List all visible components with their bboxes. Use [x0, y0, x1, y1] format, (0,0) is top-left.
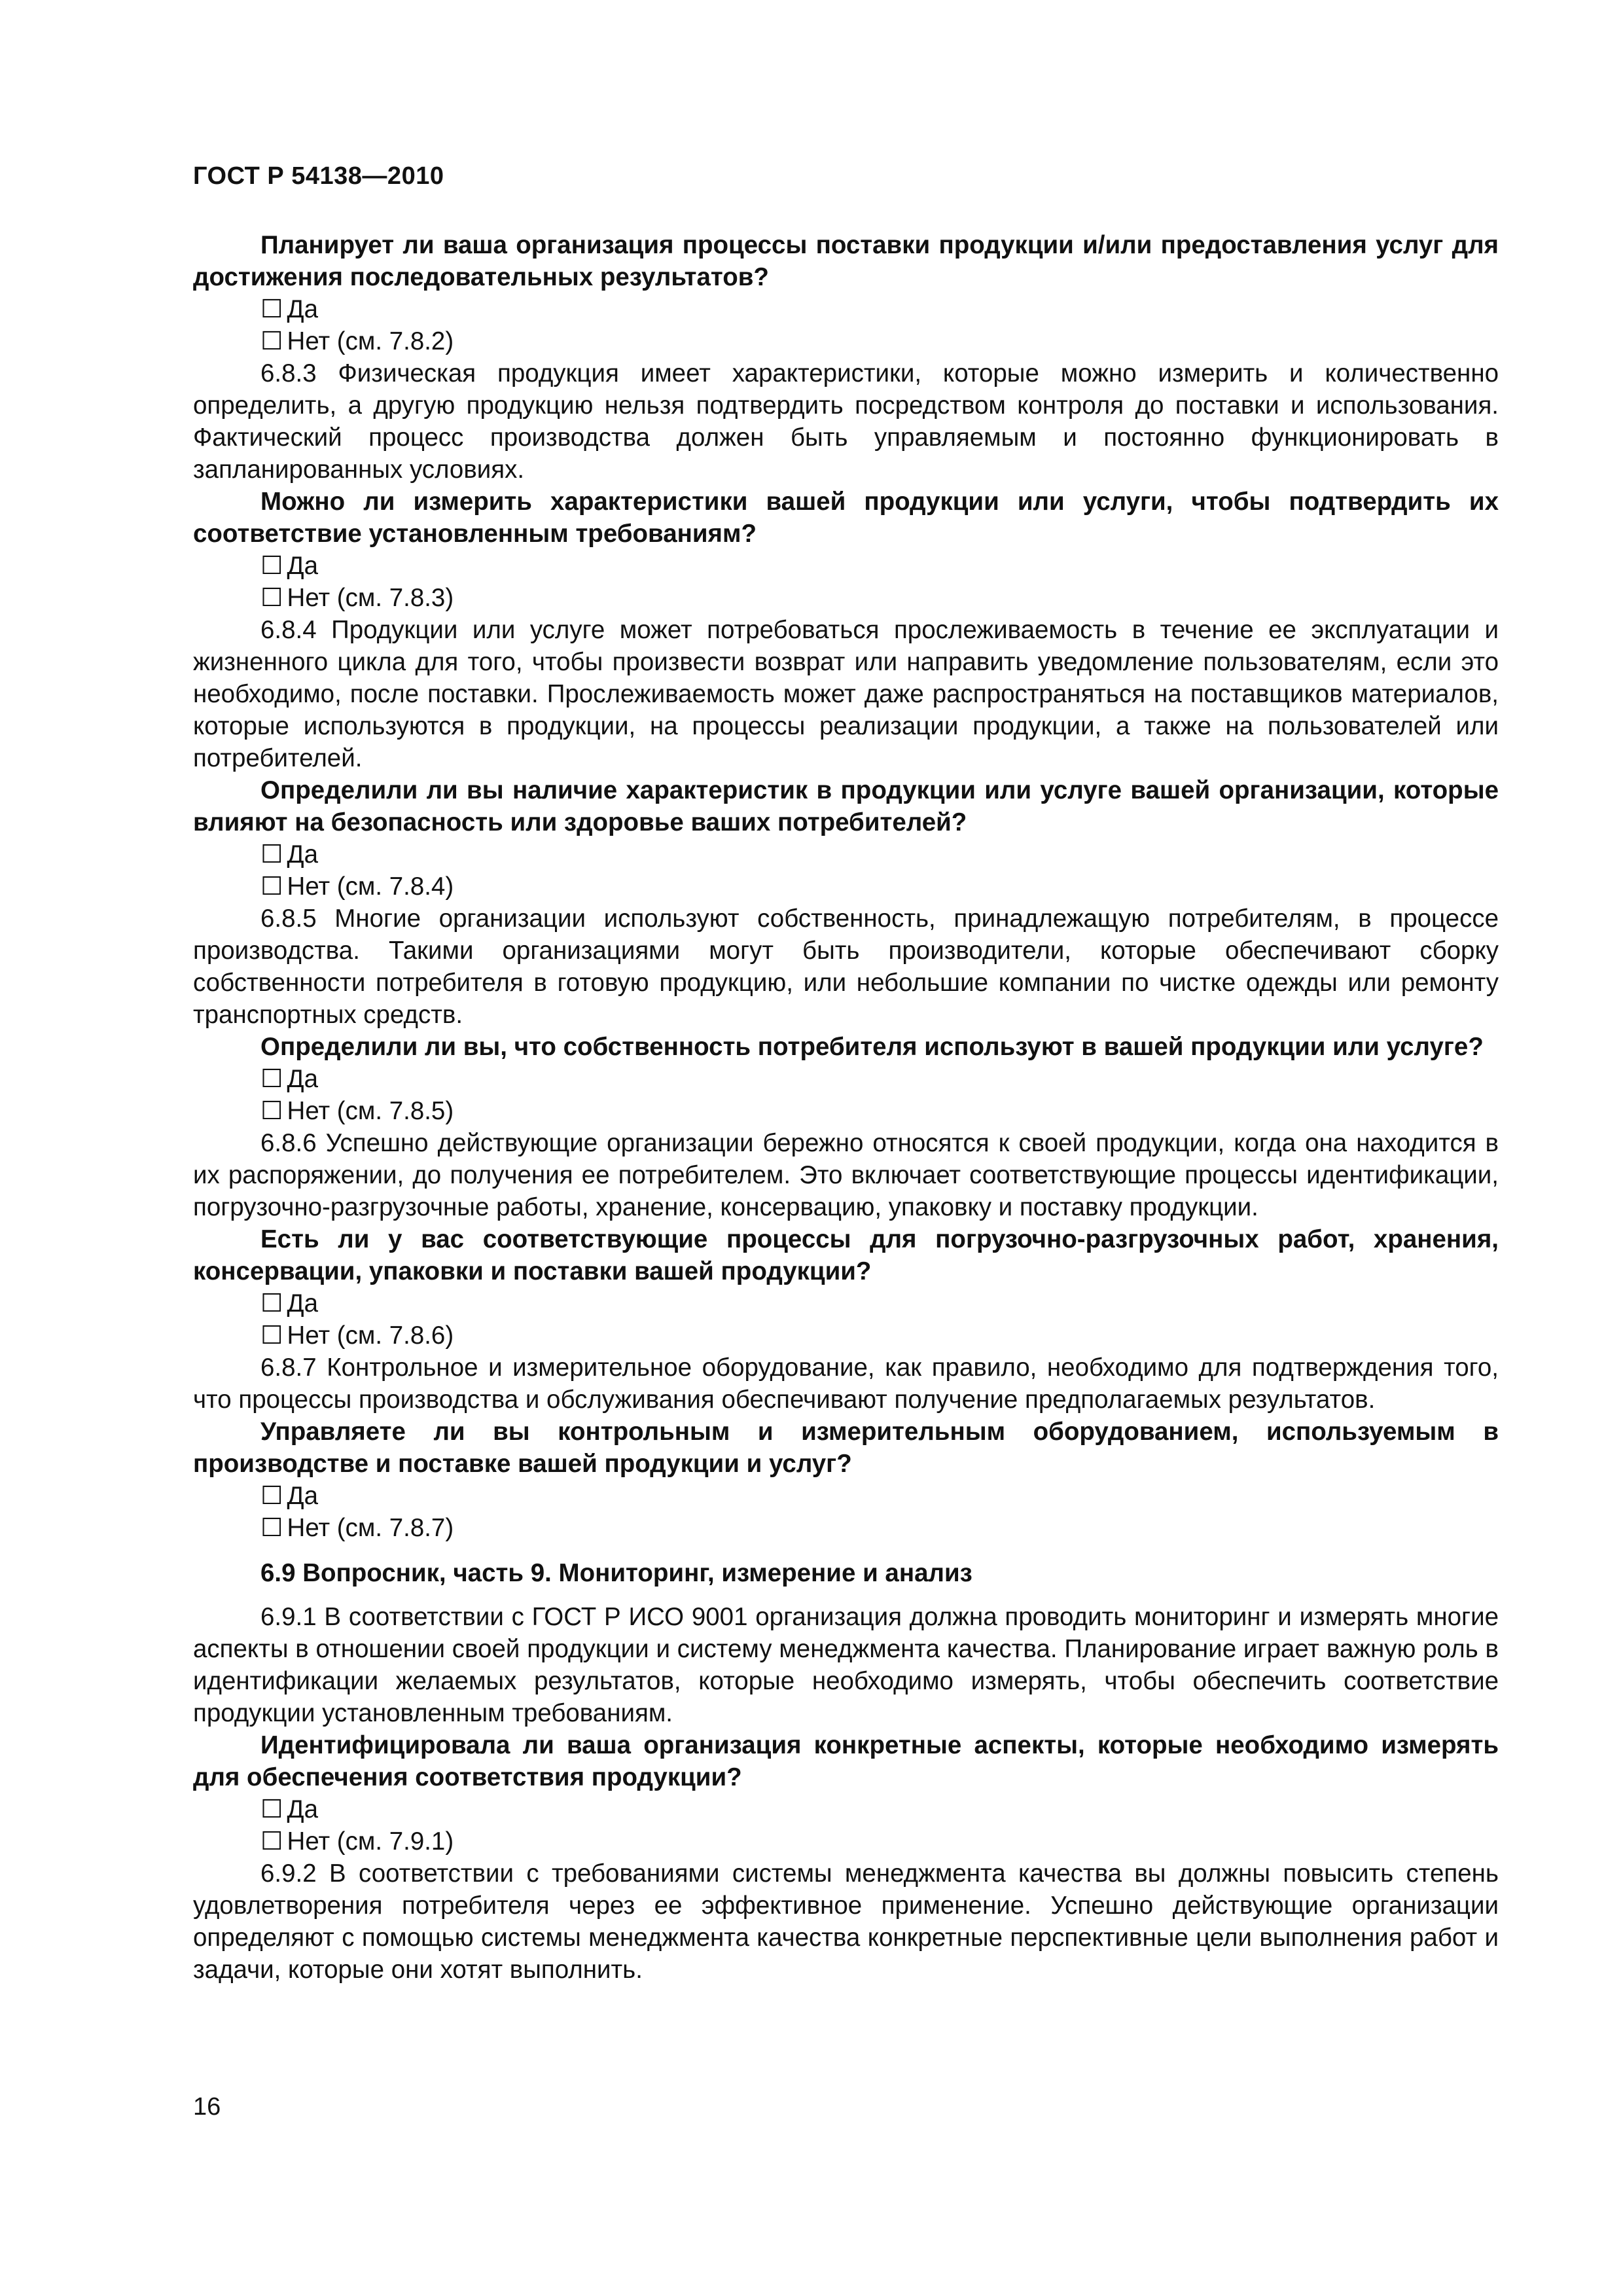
answer-option-label: Нет (см. 7.8.7) — [287, 1514, 454, 1542]
answer-option — [193, 582, 1499, 614]
answer-option — [193, 1095, 1499, 1127]
paragraph: 6.8.3 Физическая продукция имеет характеристики, которые можно измерить и количественно определить, а другую продукцию нельзя подтвердить посредством контроля до поставки и использования. Фактический процесс производства должен быть управляемым и постоянно функционировать в запланированных условиях. — [193, 359, 1499, 484]
question: Можно ли измерить характеристики вашей продукции или услуги, чтобы подтвердить их соответствие установленным требованиям? — [193, 488, 1499, 548]
document-id: ГОСТ Р 54138—2010 — [193, 162, 444, 190]
checkbox-icon: ☐ — [260, 295, 283, 323]
checkbox-icon: ☐ — [260, 1482, 283, 1510]
answer-option — [193, 1793, 1499, 1825]
answer-option — [193, 1063, 1499, 1095]
checkbox-icon: ☐ — [260, 1827, 283, 1856]
document-header — [193, 162, 444, 190]
answer-option-label: Нет (см. 7.8.4) — [287, 872, 454, 901]
answer-option-label: Нет (см. 7.8.2) — [287, 327, 454, 355]
checkbox-icon: ☐ — [260, 552, 283, 580]
answer-option-label: Нет (см. 7.9.1) — [287, 1827, 454, 1856]
checkbox-icon: ☐ — [260, 1289, 283, 1318]
answer-option — [193, 1480, 1499, 1512]
document-body — [193, 229, 1499, 1986]
question: Идентифицировала ли ваша организация конкретные аспекты, которые необходимо измерять для обеспечения соответствия продукции? — [193, 1731, 1499, 1791]
checkbox-icon: ☐ — [260, 1065, 283, 1093]
answer-option-label: Нет (см. 7.8.5) — [287, 1097, 454, 1125]
answer-option-label: Да — [287, 1289, 319, 1318]
answer-option-label: Да — [287, 1065, 319, 1093]
page-number: 16 — [193, 2093, 221, 2121]
question: Управляете ли вы контрольным и измерительным оборудованием, используемым в производстве и поставке вашей продукции и услуг? — [193, 1418, 1499, 1478]
checkbox-icon: ☐ — [260, 840, 283, 869]
answer-option-label: Да — [287, 295, 319, 323]
answer-option — [193, 1319, 1499, 1352]
answer-option — [193, 1512, 1499, 1544]
checkbox-icon: ☐ — [260, 1795, 283, 1823]
answer-option — [193, 1825, 1499, 1857]
answer-option-label: Да — [287, 1795, 319, 1823]
checkbox-icon: ☐ — [260, 1321, 283, 1350]
answer-option — [193, 1287, 1499, 1319]
question: Определили ли вы, что собственность потребителя используют в вашей продукции или услуге? — [260, 1033, 1484, 1061]
paragraph: 6.9.1 В соответствии с ГОСТ Р ИСО 9001 организация должна проводить мониторинг и измерять многие аспекты в отношении своей продукции и систему менеджмента качества. Планирование играет важную роль в идентификации желаемых результатов, которые необходимо измерять, чтобы обеспечить соответствие продукции установленным требованиям. — [193, 1603, 1499, 1727]
checkbox-icon: ☐ — [260, 584, 283, 612]
answer-option-label: Нет (см. 7.8.6) — [287, 1321, 454, 1350]
question: Есть ли у вас соответствующие процессы для погрузочно-разгрузочных работ, хранения, консервации, упаковки и поставки вашей продукции? — [193, 1225, 1499, 1285]
checkbox-icon: ☐ — [260, 1514, 283, 1542]
paragraph: 6.8.5 Многие организации используют собственность, принадлежащую потребителям, в процессе производства. Такими организациями могут быть производители, которые обеспечивают сборку собственности потребителя в готовую продукцию, или небольшие компании по чистке одежды или ремонту транспортных средств. — [193, 905, 1499, 1029]
paragraph: 6.9.2 В соответствии с требованиями системы менеджмента качества вы должны повысить степень удовлетворения потребителя через ее эффективное применение. Успешно действующие организации определяют с помощью системы менеджмента качества конкретные перспективные цели выполнения работ и задачи, которые они хотят выполнить. — [193, 1859, 1499, 1984]
answer-option-label: Нет (см. 7.8.3) — [287, 584, 454, 612]
answer-option-label: Да — [287, 840, 319, 869]
checkbox-icon: ☐ — [260, 327, 283, 355]
answer-option-label: Да — [287, 1482, 319, 1510]
answer-option-label: Да — [287, 552, 319, 580]
answer-option — [193, 293, 1499, 325]
answer-option — [193, 838, 1499, 870]
paragraph: 6.8.4 Продукции или услуге может потребоваться прослеживаемость в течение ее эксплуатации и жизненного цикла для того, чтобы произвести возврат или направить уведомление пользователям, если это необходимо, после поставки. Прослеживаемость может даже распространяться на поставщиков материалов, которые используются в продукции, на процессы реализации продукции, а также на пользователей или потребителей. — [193, 616, 1499, 772]
question: Определили ли вы наличие характеристик в продукции или услуге вашей организации, которые влияют на безопасность или здоровье ваших потребителей? — [193, 776, 1499, 836]
answer-option — [193, 870, 1499, 903]
paragraph: 6.8.6 Успешно действующие организации бережно относятся к своей продукции, когда она находится в их распоряжении, до получения ее потребителем. Это включает соответствующие процессы идентификации, погрузочно-разгрузочные работы, хранение, консервацию, упаковку и поставку продукции. — [193, 1129, 1499, 1221]
answer-option — [193, 325, 1499, 357]
question: Планирует ли ваша организация процессы поставки продукции и/или предоставления услуг для достижения последовательных результатов? — [193, 231, 1499, 291]
checkbox-icon: ☐ — [260, 1097, 283, 1125]
answer-option — [193, 550, 1499, 582]
section-title: 6.9 Вопросник, часть 9. Мониторинг, измерение и анализ — [260, 1559, 972, 1587]
checkbox-icon: ☐ — [260, 872, 283, 901]
paragraph: 6.8.7 Контрольное и измерительное оборудование, как правило, необходимо для подтверждения того, что процессы производства и обслуживания обеспечивают получение предполагаемых результатов. — [193, 1354, 1499, 1414]
